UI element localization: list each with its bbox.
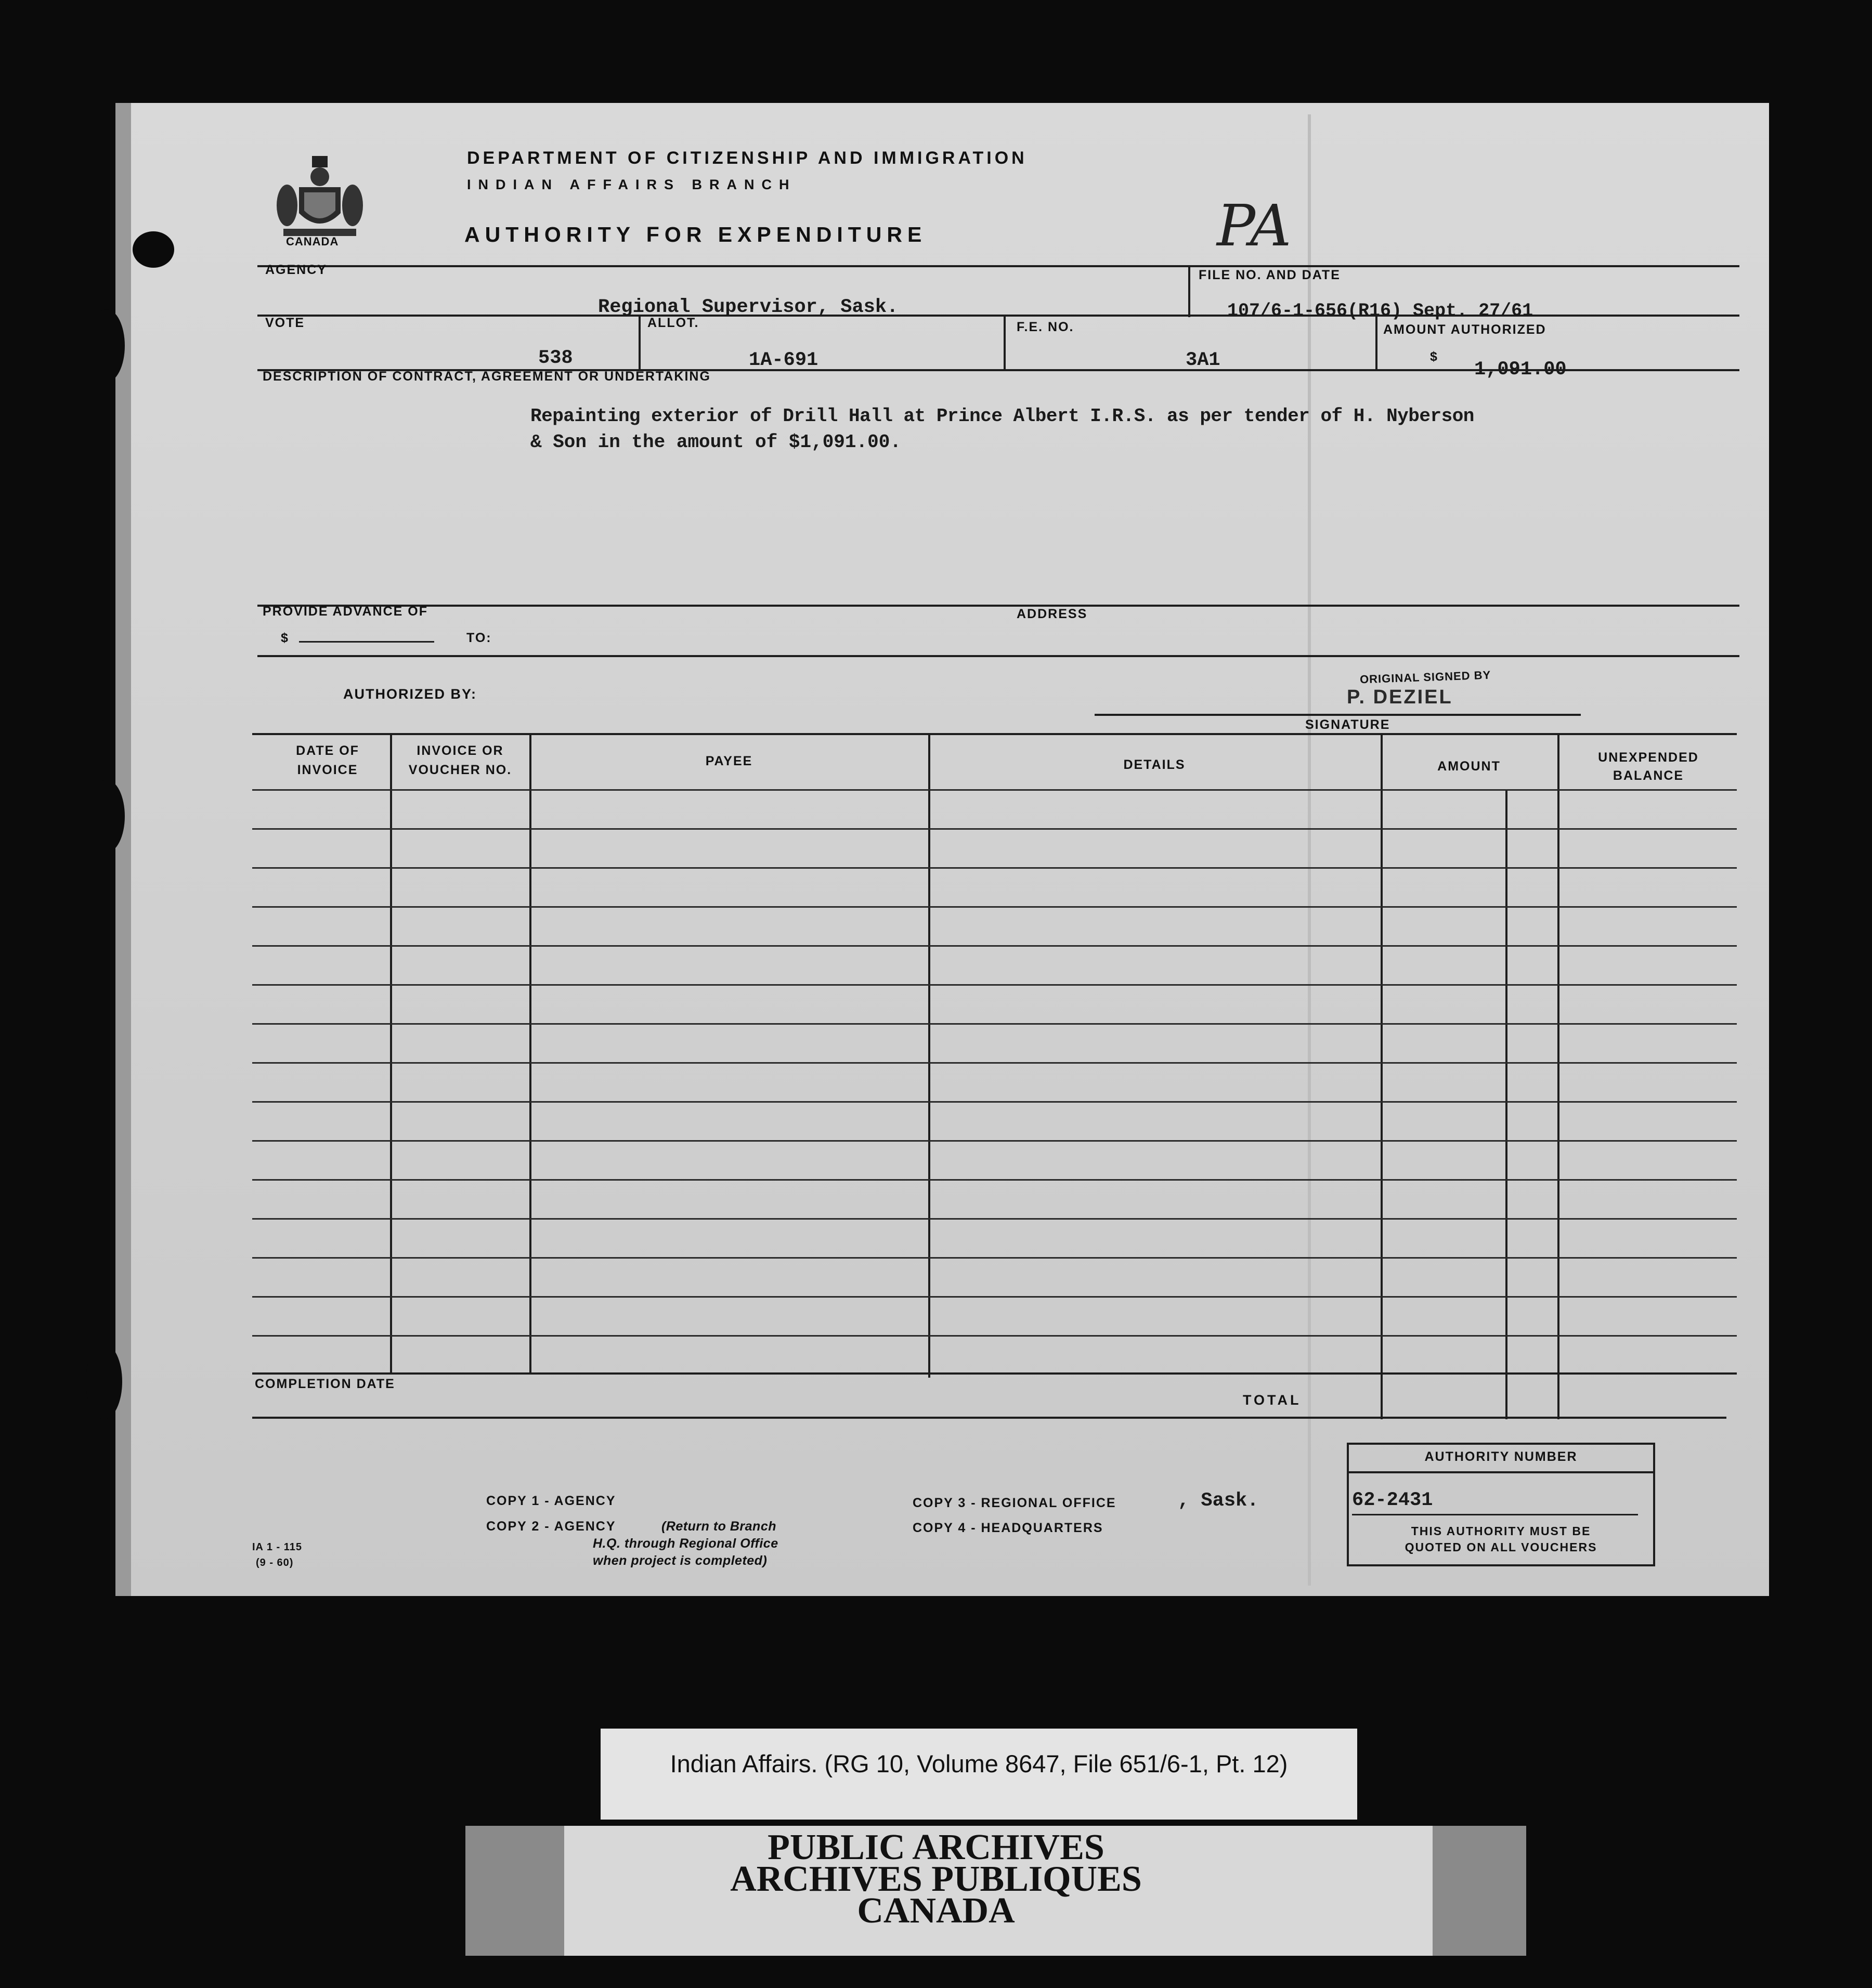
advance-dollar-sign: $ bbox=[281, 631, 289, 645]
vote-label: VOTE bbox=[265, 316, 305, 330]
col-date-of-invoice-2: INVOICE bbox=[297, 763, 358, 777]
rule bbox=[257, 605, 1739, 607]
file-no-date-value: 107/6-1-656(R16) Sept. 27/61 bbox=[1227, 300, 1533, 321]
rule bbox=[257, 265, 1739, 267]
column-rule bbox=[1505, 790, 1507, 1419]
form-code: IA 1 - 115 bbox=[252, 1541, 302, 1553]
punch-hole bbox=[88, 780, 125, 853]
completion-date-label: COMPLETION DATE bbox=[255, 1377, 395, 1391]
col-date-of-invoice-1: DATE OF bbox=[296, 743, 359, 758]
column-rule bbox=[1381, 733, 1383, 1419]
description-label: DESCRIPTION OF CONTRACT, AGREEMENT OR UNDERTAKING bbox=[263, 369, 711, 384]
col-details: DETAILS bbox=[1123, 757, 1186, 772]
table-row bbox=[252, 1257, 1737, 1259]
copy-2-note-3: when project is completed) bbox=[593, 1553, 768, 1568]
allot-label: ALLOT. bbox=[647, 316, 699, 330]
col-invoice-voucher-1: INVOICE OR bbox=[417, 743, 504, 758]
table-row bbox=[252, 906, 1737, 908]
table-top-rule bbox=[252, 733, 1737, 735]
rule bbox=[1188, 265, 1190, 317]
signature-label: SIGNATURE bbox=[1305, 717, 1390, 732]
copy-3-label: COPY 3 - REGIONAL OFFICE bbox=[913, 1496, 1116, 1510]
punch-hole bbox=[88, 309, 125, 382]
col-invoice-voucher-2: VOUCHER NO. bbox=[408, 763, 512, 777]
copy-2-label: COPY 2 - AGENCY bbox=[486, 1519, 616, 1534]
archive-stamp-line-3: CANADA bbox=[857, 1891, 1015, 1931]
fe-no-value: 3A1 bbox=[1186, 349, 1220, 371]
copy-1-label: COPY 1 - AGENCY bbox=[486, 1494, 616, 1508]
table-row bbox=[252, 1179, 1737, 1181]
vote-value: 538 bbox=[538, 347, 573, 369]
rule bbox=[639, 315, 641, 369]
branch-heading: INDIAN AFFAIRS BRANCH bbox=[467, 177, 797, 192]
address-label: ADDRESS bbox=[1017, 607, 1088, 621]
signed-name: P. DEZIEL bbox=[1347, 686, 1453, 708]
table-row bbox=[252, 1101, 1737, 1103]
table-row bbox=[252, 789, 1737, 791]
rule bbox=[1347, 1471, 1655, 1473]
copy-3-value: , Sask. bbox=[1178, 1490, 1259, 1512]
column-rule bbox=[1557, 733, 1559, 1419]
provide-advance-label: PROVIDE ADVANCE OF bbox=[263, 604, 428, 619]
col-unexpended-2: BALANCE bbox=[1613, 768, 1684, 783]
rule bbox=[1352, 1514, 1638, 1515]
fe-no-label: F.E. NO. bbox=[1017, 320, 1074, 334]
col-payee: PAYEE bbox=[705, 754, 753, 768]
to-label: TO: bbox=[466, 631, 492, 645]
form-date-code: (9 - 60) bbox=[256, 1557, 294, 1568]
original-signed-stamp: ORIGINAL SIGNED BY bbox=[1359, 668, 1491, 686]
total-rule bbox=[252, 1417, 1726, 1419]
signature-line bbox=[1095, 714, 1581, 716]
table-row bbox=[252, 1296, 1737, 1298]
authority-number-title: AUTHORITY NUMBER bbox=[1424, 1449, 1578, 1464]
copy-2-note-2: H.Q. through Regional Office bbox=[593, 1536, 778, 1551]
total-label: TOTAL bbox=[1243, 1392, 1302, 1408]
archive-stamp-line-1: PUBLIC ARCHIVES bbox=[768, 1827, 1104, 1867]
col-unexpended-1: UNEXPENDED bbox=[1598, 750, 1699, 765]
coat-of-arms-icon bbox=[276, 156, 364, 239]
copy-4-label: COPY 4 - HEADQUARTERS bbox=[913, 1521, 1103, 1535]
copy-2-note-1: (Return to Branch bbox=[661, 1519, 776, 1534]
authorized-by-label: AUTHORIZED BY: bbox=[343, 686, 477, 702]
allot-value: 1A-691 bbox=[749, 349, 818, 371]
canada-caption: CANADA bbox=[286, 235, 339, 248]
table-row bbox=[252, 867, 1737, 869]
form-title: AUTHORITY FOR EXPENDITURE bbox=[464, 223, 927, 246]
agency-value: Regional Supervisor, Sask. bbox=[598, 296, 899, 318]
amount-dollar-sign: $ bbox=[1430, 349, 1438, 364]
table-bottom-rule bbox=[252, 1372, 1737, 1375]
authority-note-2: QUOTED ON ALL VOUCHERS bbox=[1405, 1540, 1597, 1554]
archive-stamp-line-2: ARCHIVES PUBLIQUES bbox=[730, 1859, 1142, 1899]
department-heading: DEPARTMENT OF CITIZENSHIP AND IMMIGRATION bbox=[467, 148, 1028, 168]
table-row bbox=[252, 945, 1737, 947]
table-row bbox=[252, 1335, 1737, 1337]
amount-authorized-value: 1,091.00 bbox=[1474, 359, 1567, 381]
column-rule bbox=[928, 733, 930, 1378]
handwritten-initials: PA bbox=[1217, 192, 1292, 259]
punch-hole bbox=[86, 1344, 122, 1419]
table-row bbox=[252, 1062, 1737, 1064]
advance-amount-line bbox=[299, 641, 434, 643]
col-amount: AMOUNT bbox=[1437, 759, 1501, 774]
archive-reference-slip bbox=[601, 1729, 1357, 1820]
agency-label: AGENCY bbox=[265, 263, 327, 277]
amount-authorized-label: AMOUNT AUTHORIZED bbox=[1383, 322, 1546, 337]
rule bbox=[1375, 315, 1377, 369]
table-row bbox=[252, 1023, 1737, 1025]
authority-number-value: 62-2431 bbox=[1352, 1489, 1433, 1511]
table-row bbox=[252, 984, 1737, 986]
table-row bbox=[252, 1140, 1737, 1142]
description-line-2: & Son in the amount of $1,091.00. bbox=[530, 431, 901, 453]
description-line-1: Repainting exterior of Drill Hall at Prince Albert I.R.S. as per tender of H. Nyberson bbox=[530, 406, 1474, 427]
rule bbox=[257, 655, 1739, 657]
authority-note-1: THIS AUTHORITY MUST BE bbox=[1411, 1524, 1591, 1538]
rule bbox=[1004, 315, 1006, 369]
table-row bbox=[252, 828, 1737, 830]
paper-fold bbox=[1308, 114, 1311, 1586]
punch-hole bbox=[133, 231, 174, 268]
table-row bbox=[252, 1218, 1737, 1220]
archive-reference-text: Indian Affairs. (RG 10, Volume 8647, File 651/6-1, Pt. 12) bbox=[670, 1750, 1288, 1777]
file-no-date-label: FILE NO. AND DATE bbox=[1199, 268, 1341, 282]
